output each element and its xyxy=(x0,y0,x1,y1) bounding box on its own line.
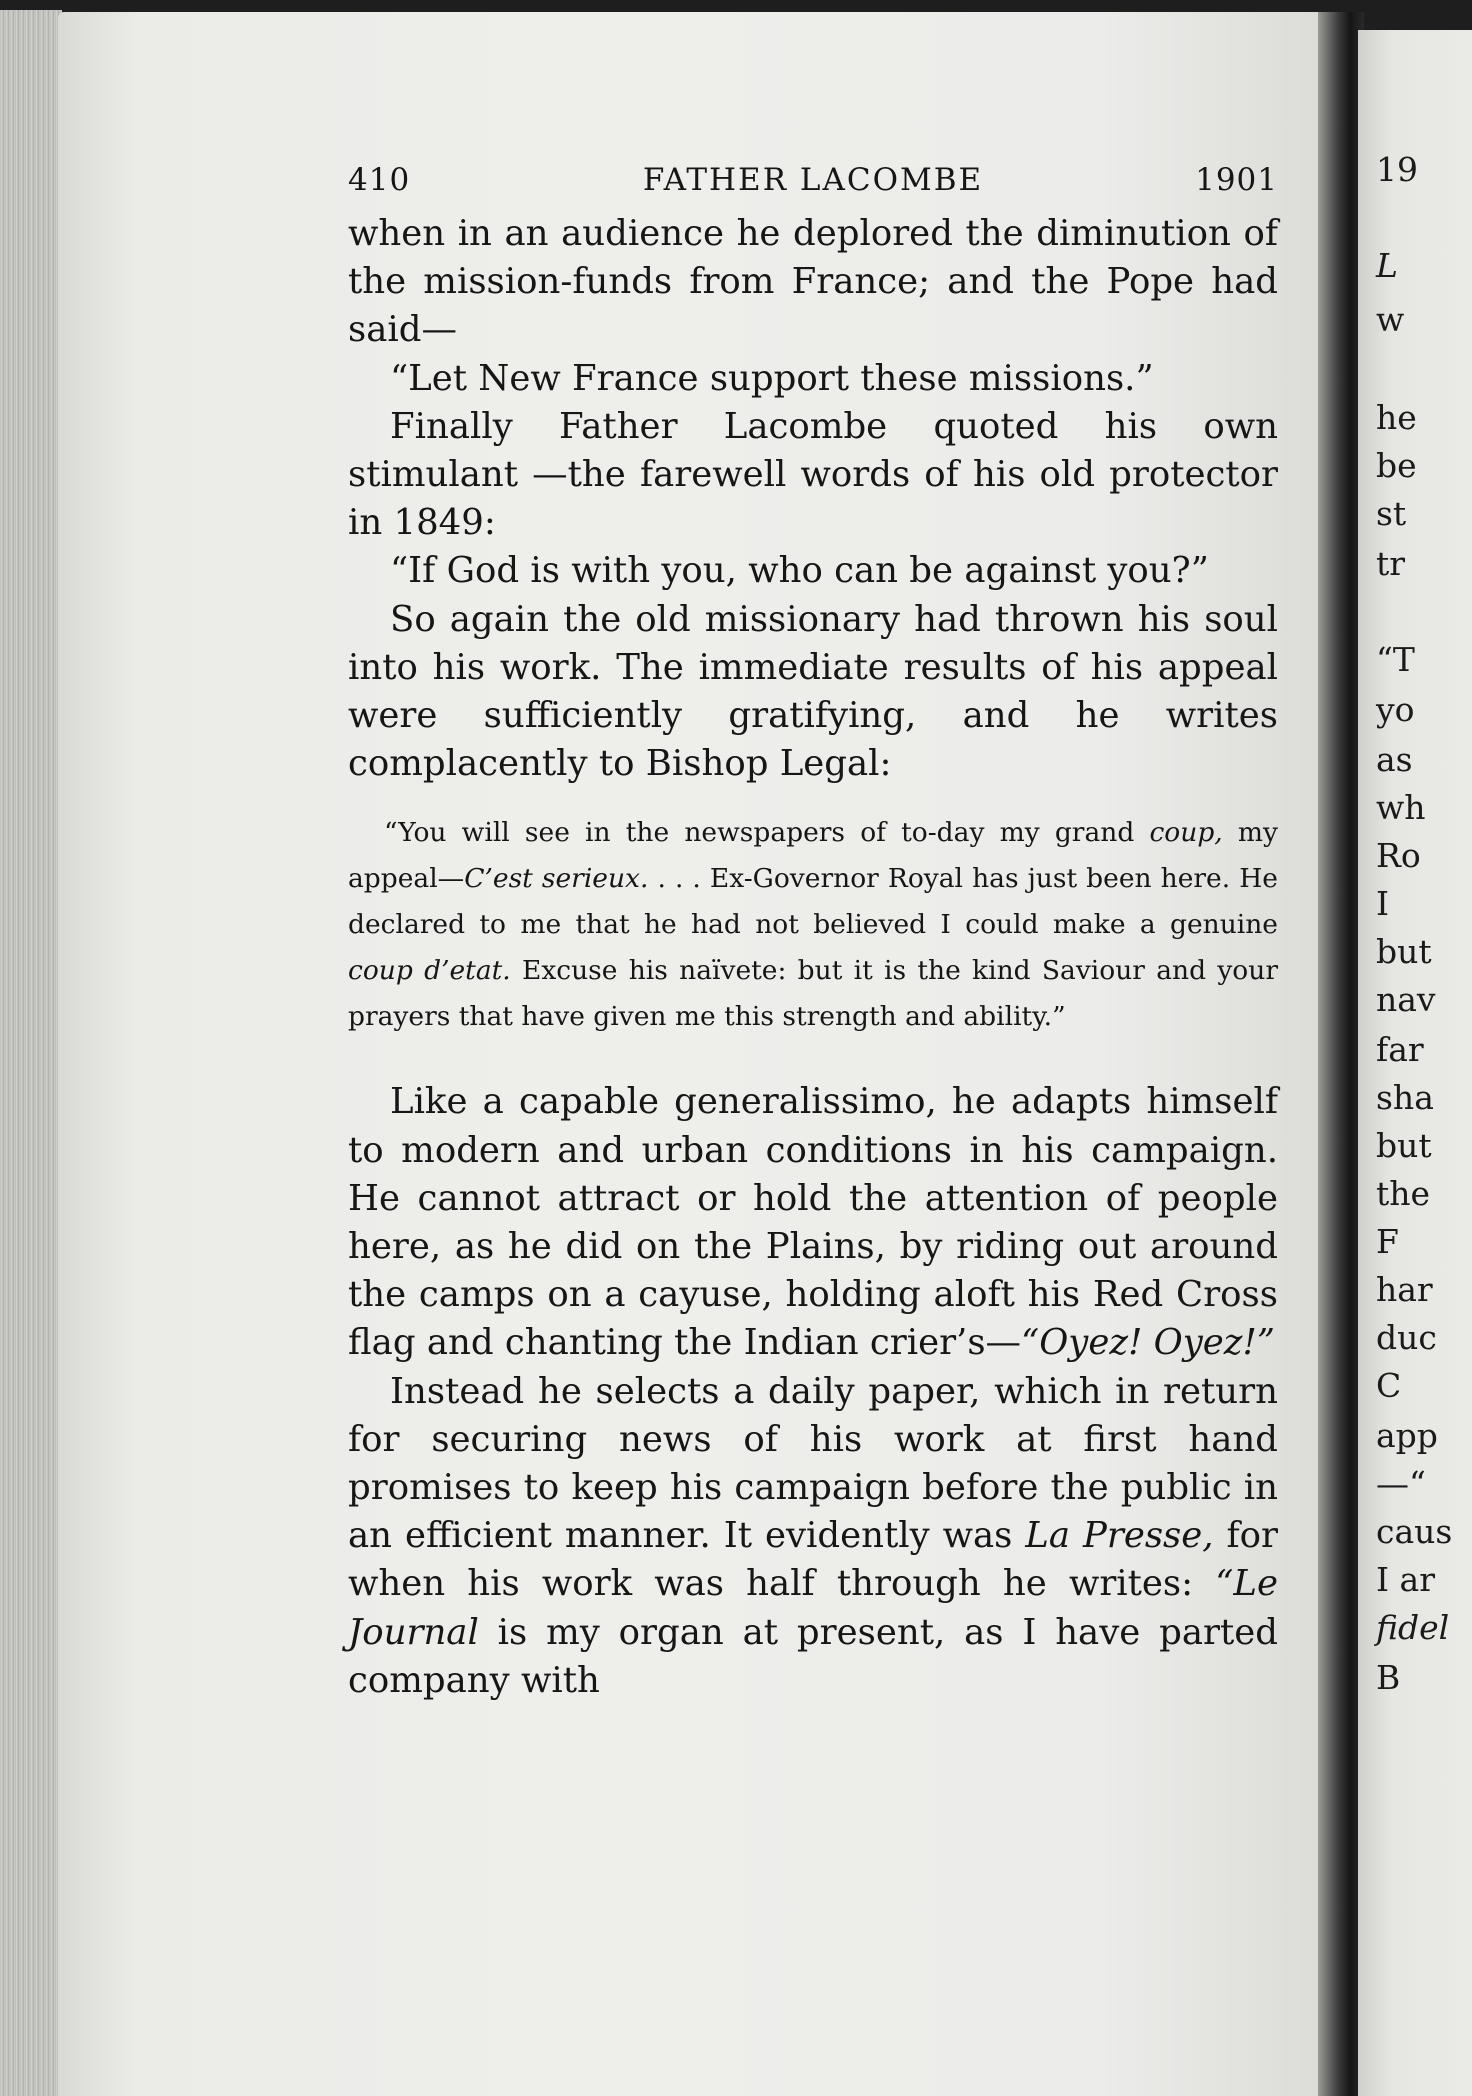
facing-line: har xyxy=(1376,1270,1433,1309)
facing-line: I xyxy=(1376,884,1390,923)
facing-line: but xyxy=(1376,932,1432,971)
running-head xyxy=(348,150,1278,210)
facing-line: caus xyxy=(1376,1512,1453,1551)
quote-italic-1: coup, xyxy=(1149,817,1223,849)
facing-line: nav xyxy=(1376,980,1436,1019)
facing-line: as xyxy=(1376,740,1413,779)
facing-line: I ar xyxy=(1376,1560,1435,1599)
facing-line: F xyxy=(1376,1222,1399,1261)
quote-text-4: Excuse his naïvete: but it is the kind Saviour and your prayers that have given me this strength and ability.” xyxy=(348,955,1278,1033)
quote-italic-3: coup d’etat. xyxy=(348,955,511,987)
block-quote xyxy=(348,810,1278,1040)
facing-line: st xyxy=(1376,494,1407,533)
facing-line: Ro xyxy=(1376,836,1421,875)
facing-line: app xyxy=(1376,1416,1438,1455)
facing-line: L xyxy=(1376,246,1398,285)
facing-line: “T xyxy=(1376,640,1415,679)
quote-italic-2: C’est serieux. xyxy=(464,863,649,895)
para6-italic: “Oyez! Oyez!” xyxy=(1021,1322,1275,1364)
facing-line: wh xyxy=(1376,788,1426,827)
facing-line: be xyxy=(1376,446,1417,485)
facing-line: but xyxy=(1376,1126,1432,1165)
facing-line: C xyxy=(1376,1366,1402,1405)
para7-text-2: for when his work was half through he writes: xyxy=(348,1515,1278,1605)
facing-page-fragment xyxy=(1358,30,1472,2096)
para7-text-1: Instead he selects a daily paper, which in return for securing news of his work at first hand promises to keep his campaign before the public in an efficient manner. It evidently was xyxy=(348,1370,1278,1557)
quote-text-2: my appeal— xyxy=(348,817,1278,895)
page-number: 410 xyxy=(348,162,411,198)
page-edges xyxy=(0,10,62,2096)
facing-line: sha xyxy=(1376,1078,1434,1117)
facing-line: w xyxy=(1376,300,1405,339)
paragraph-7 xyxy=(348,1368,1278,1705)
facing-line: tr xyxy=(1376,544,1406,583)
facing-line: B xyxy=(1376,1658,1401,1697)
running-year: 1901 xyxy=(1195,162,1278,198)
paragraph-4: “If God is with you, who can be against you?” xyxy=(390,550,1209,592)
facing-line: duc xyxy=(1376,1318,1437,1357)
text-block xyxy=(348,150,1278,1705)
running-title: FATHER LACOMBE xyxy=(642,162,984,198)
para7-text-3: is my organ at present, as I have parted company with xyxy=(348,1611,1278,1701)
paragraph-5: So again the old missionary had thrown his soul into his work. The immediate results of his appeal were sufficiently gratifying, and he writes complacently to Bishop Legal: xyxy=(348,598,1278,785)
paragraph-2: “Let New France support these missions.” xyxy=(390,357,1154,399)
facing-line: he xyxy=(1376,398,1417,437)
paragraph-6 xyxy=(348,1078,1278,1367)
facing-line: yo xyxy=(1376,690,1415,729)
facing-line: far xyxy=(1376,1030,1424,1069)
facing-line: fidel xyxy=(1376,1608,1450,1647)
facing-line: the xyxy=(1376,1174,1431,1213)
facing-line: 19 xyxy=(1376,150,1418,189)
para6-text: Like a capable generalissimo, he adapts himself to modern and urban conditions in his campaign. He cannot attract or hold the attention of people here, as he did on the Plains, by riding out around the camps on a cayuse, holding aloft his Red Cross flag and chanting the Indian crier’s— xyxy=(348,1081,1278,1364)
quote-text-3: . . . Ex-Governor Royal has just been here. He declared to me that he had not believed I could make a genuine xyxy=(348,863,1278,941)
facing-line: —“ xyxy=(1376,1464,1426,1503)
book-page xyxy=(58,12,1358,2096)
quote-text-1: “You will see in the newspapers of to-day my grand xyxy=(384,817,1150,849)
para7-italic-1: La Presse, xyxy=(1025,1515,1214,1557)
paragraph-3: Finally Father Lacombe quoted his own stimulant —the farewell words of his old protector in 1849: xyxy=(348,405,1278,544)
paragraph-1: when in an audience he deplored the diminution of the mission-funds from France; and the Pope had said— xyxy=(348,213,1278,351)
para7-italic-2: “Le Journal xyxy=(348,1563,1278,1653)
